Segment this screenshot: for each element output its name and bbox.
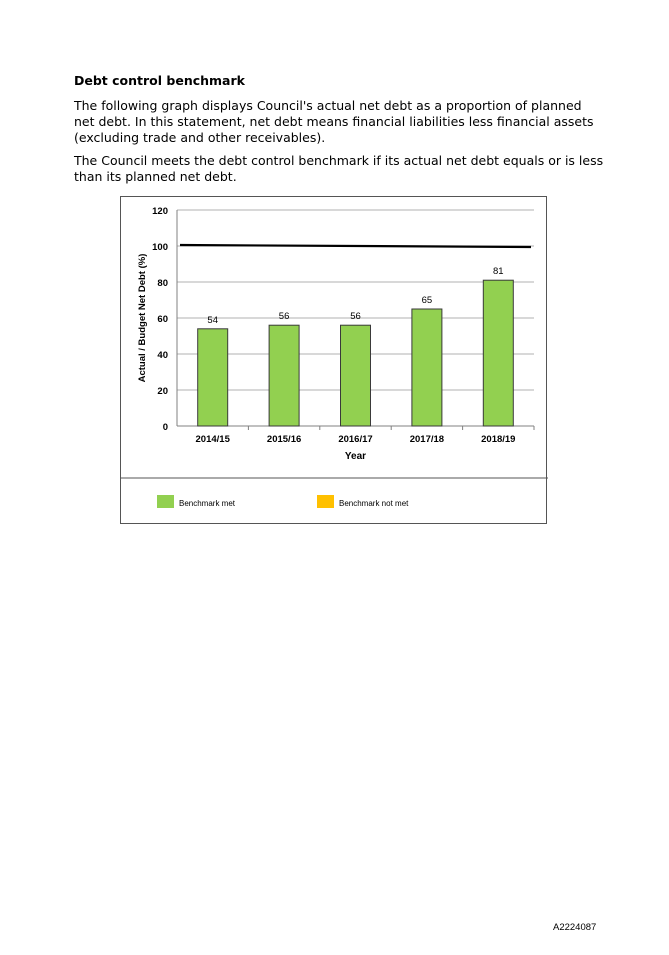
x-tick-label: 2017/18 [409,434,445,445]
bar-value-label: 54 [207,314,218,326]
legend-label: Benchmark not met [339,499,409,508]
y-tick-label: 80 [157,278,168,289]
y-tick-label: 20 [157,386,168,397]
bar [412,309,442,426]
bar [483,280,513,426]
bar [198,329,228,426]
section-heading: Debt control benchmark [74,73,245,88]
chart-canvas [121,197,548,525]
document-id: A2224087 [553,922,597,933]
x-axis-title: Year [344,451,367,462]
legend-swatch [157,495,174,508]
benchmark-paragraph: The Council meets the debt control benchmark if its actual net debt equals or is less than its planned net debt. [74,153,604,184]
debt-control-chart [120,196,547,524]
x-tick-label: 2015/16 [266,434,302,445]
x-tick-label: 2016/17 [338,434,373,445]
legend-swatch [317,495,334,508]
y-tick-label: 120 [152,206,168,217]
bar [341,325,371,426]
legend-label: Benchmark met [179,499,236,508]
y-tick-label: 0 [162,422,168,433]
y-axis-title: Actual / Budget Net Debt (%) [137,253,148,383]
bar-value-label: 56 [278,311,290,323]
y-tick-label: 100 [152,242,168,253]
intro-paragraph: The following graph displays Council's actual net debt as a proportion of planned net debt. In this statement, net debt means financial liabilities less financial assets (excluding trade and other receivables). [74,98,594,145]
x-tick-label: 2014/15 [195,434,230,445]
bar [269,325,299,426]
bar-value-label: 65 [421,295,433,306]
benchmark-line [180,245,531,247]
x-tick-label: 2018/19 [481,434,516,445]
bar-value-label: 81 [493,266,504,278]
bar-value-label: 56 [350,311,361,323]
y-tick-label: 60 [157,314,168,325]
y-tick-label: 40 [157,350,168,361]
